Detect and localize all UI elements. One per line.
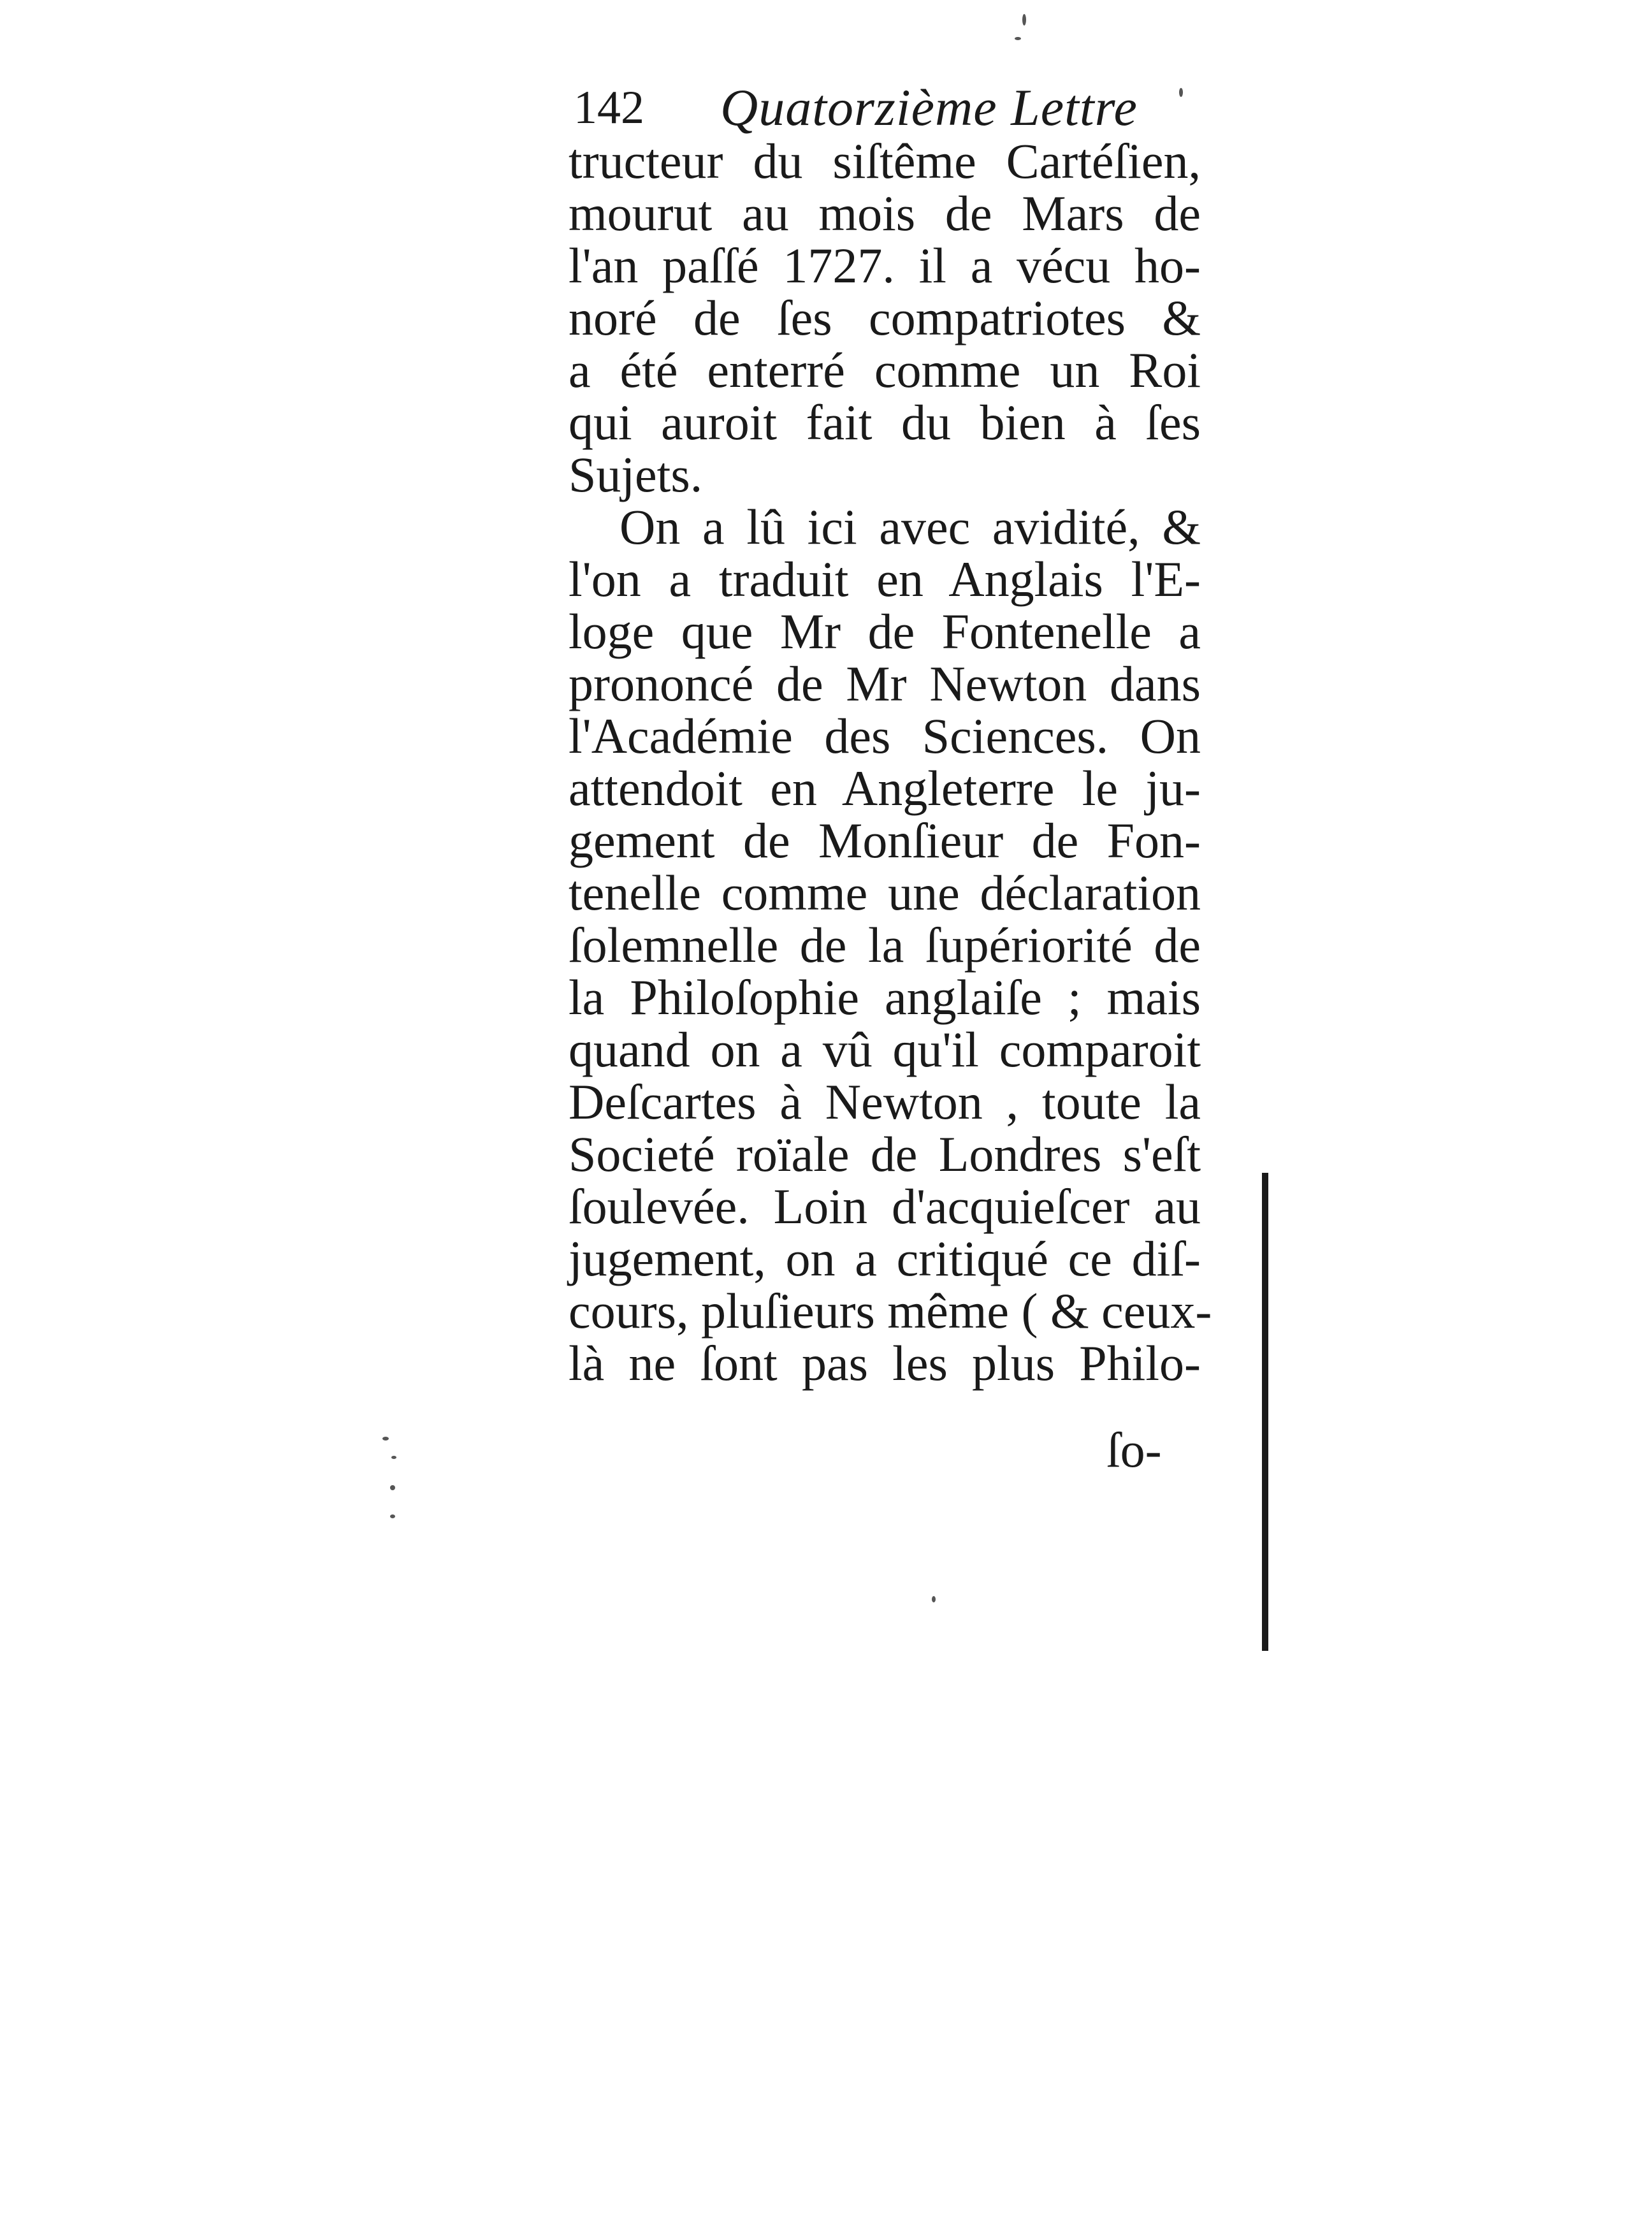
paragraph-start-line: On a lû ici avec avidité, &: [620, 499, 1201, 555]
text-line: qui auroit fait du bien à ſes: [569, 395, 1201, 450]
text-line: ſoulevée. Loin d'acquieſcer au: [569, 1179, 1201, 1234]
text-line: prononcé de Mr Newton dans: [569, 656, 1201, 711]
scan-speck: [390, 1514, 395, 1518]
text-line: tenelle comme une déclaration: [569, 865, 1201, 920]
text-line: l'an paſſé 1727. il a vécu ho-: [569, 238, 1201, 293]
text-line: jugement, on a critiqué ce diſ-: [569, 1231, 1201, 1286]
running-title: Quatorzième Lettre: [720, 78, 1138, 136]
text-line: gement de Monſieur de Fon-: [569, 813, 1201, 868]
text-line: noré de ſes compatriotes &: [569, 290, 1201, 345]
gutter-shadow-rule: [1262, 1173, 1268, 1651]
text-line: la Philoſophie anglaiſe ; mais: [569, 969, 1201, 1025]
scan-speck: [1022, 14, 1026, 25]
text-line: a été enterré comme un Roi: [569, 342, 1201, 398]
page-number: 142: [574, 82, 644, 134]
text-line: Sujets.: [569, 447, 703, 502]
text-line: quand on a vû qu'il comparoit: [569, 1022, 1201, 1077]
text-line: mourut au mois de Mars de: [569, 185, 1201, 241]
text-line: l'Académie des Sciences. On: [569, 708, 1201, 764]
text-line: attendoit en Angleterre le ju-: [569, 760, 1201, 816]
text-line: ſolemnelle de la ſupériorité de: [569, 917, 1201, 973]
scan-speck: [1015, 37, 1021, 40]
scan-speck: [391, 1456, 396, 1459]
scan-speck: [932, 1596, 936, 1602]
text-line: cours, pluſieurs même ( & ceux-: [569, 1283, 1212, 1339]
catchword: ſo-: [1106, 1422, 1162, 1477]
text-line: loge que Mr de Fontenelle a: [569, 604, 1201, 659]
page-header: [574, 64, 1185, 140]
text-line: Societé roïale de Londres s'eſt: [569, 1126, 1201, 1182]
text-line: tructeur du siſtême Cartéſien,: [569, 133, 1201, 189]
text-line: l'on a traduit en Anglais l'E-: [569, 551, 1201, 607]
text-line: là ne ſont pas les plus Philo-: [569, 1335, 1201, 1391]
scan-speck: [390, 1485, 395, 1490]
text-line: Deſcartes à Newton , toute la: [569, 1074, 1201, 1129]
body-text: [569, 133, 1212, 1391]
scan-speck: [1179, 88, 1183, 97]
scan-speck: [382, 1437, 389, 1441]
